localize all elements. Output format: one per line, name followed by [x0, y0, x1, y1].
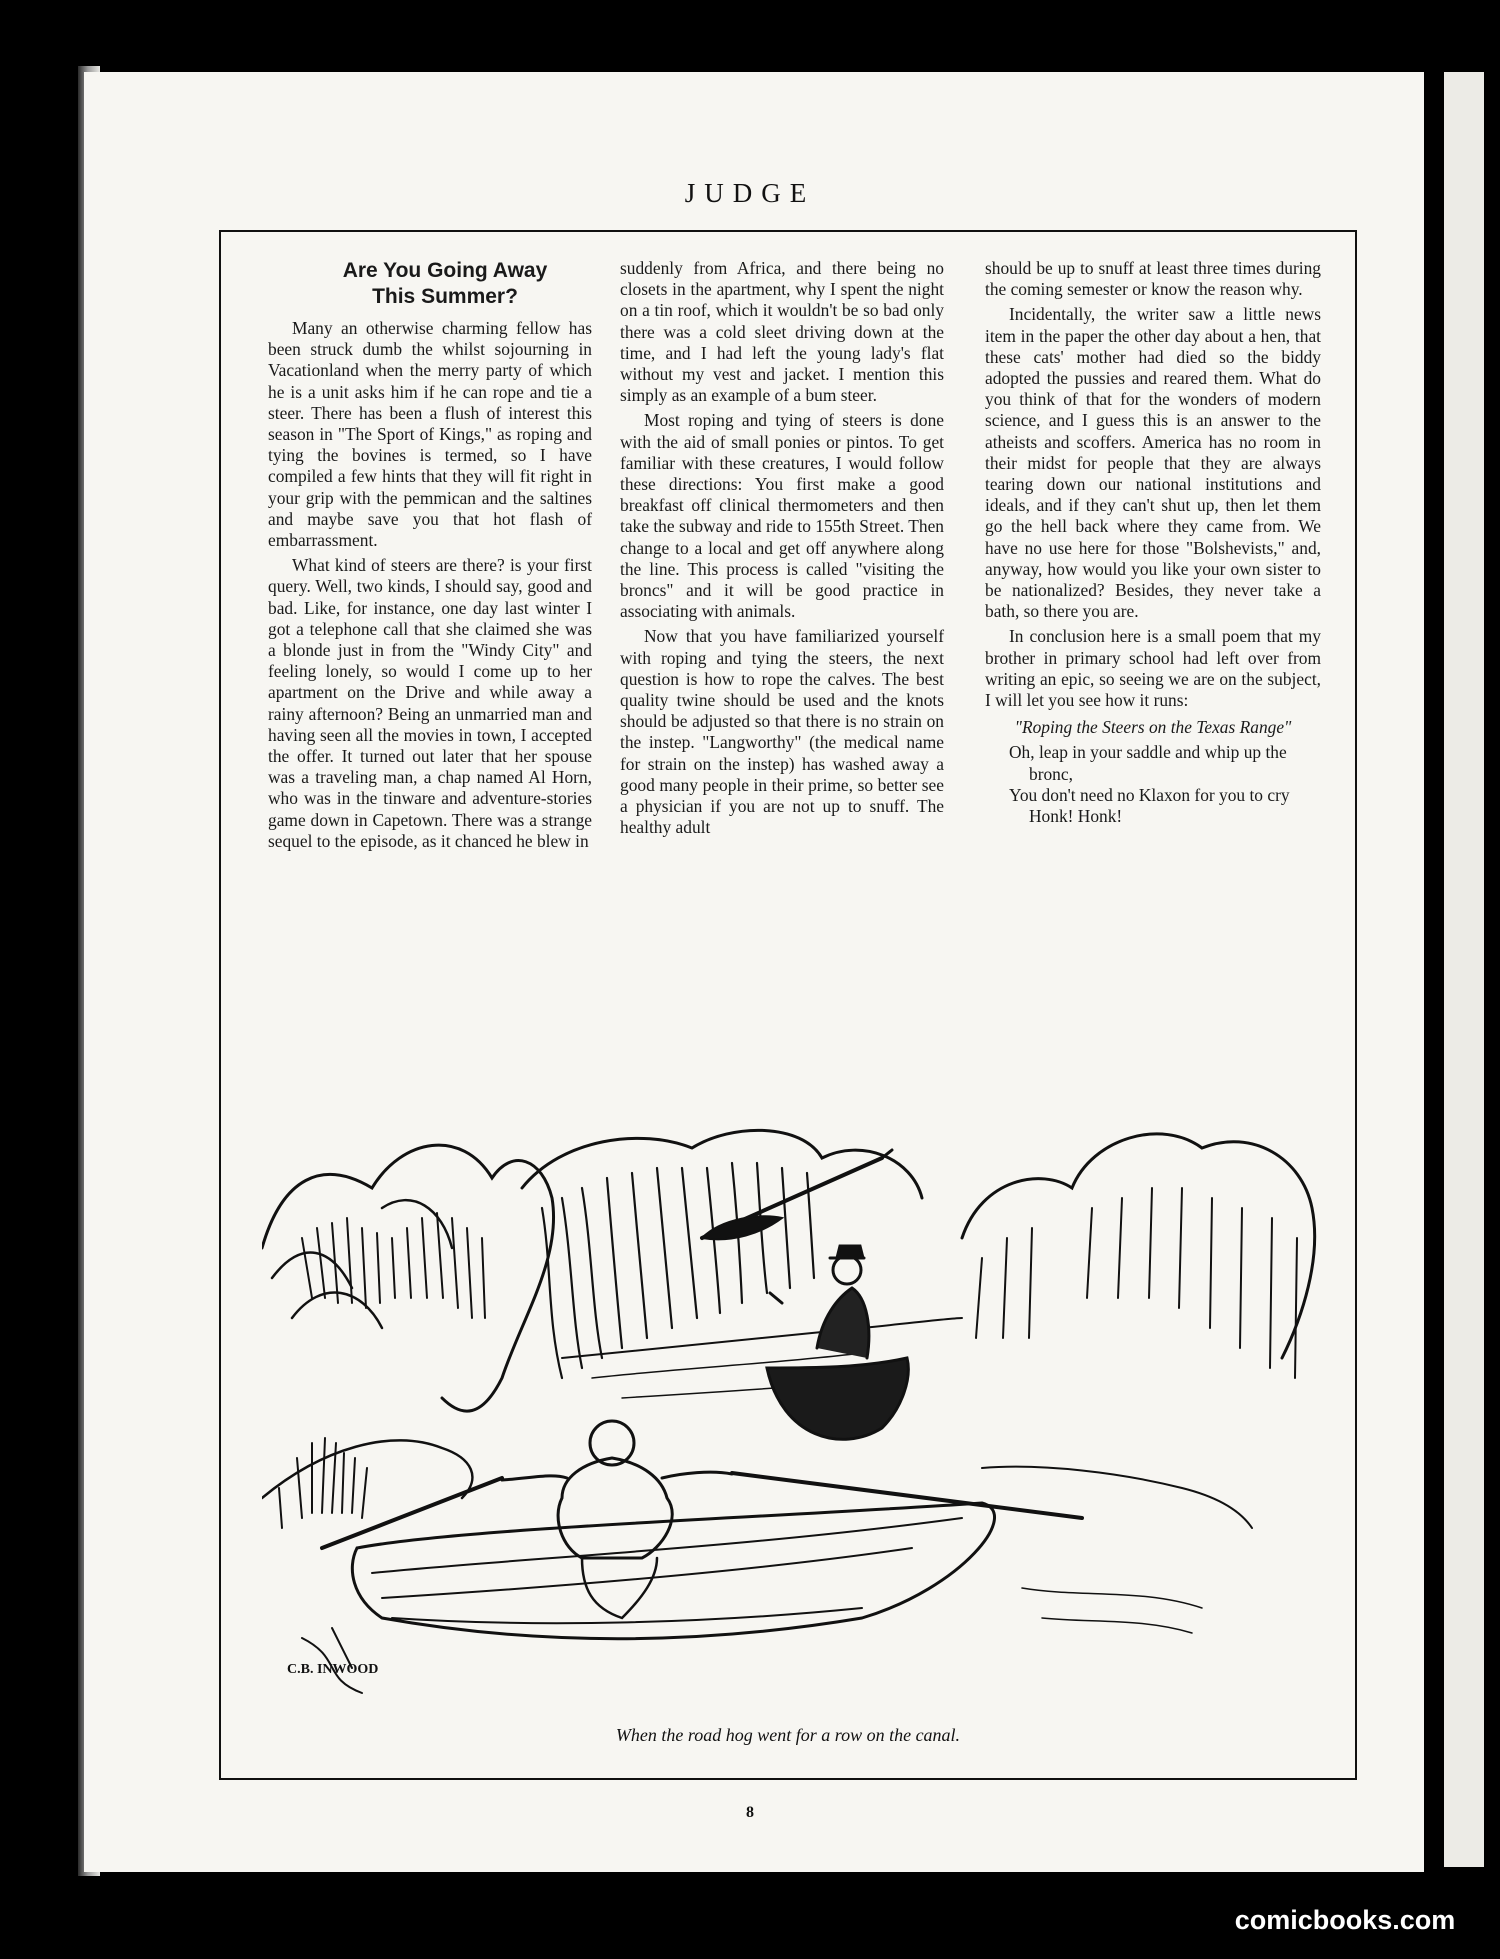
cartoon-illustration — [262, 1118, 1322, 1718]
right-trees — [962, 1134, 1315, 1358]
paragraph: Most roping and tying of steers is done with the aid of small ponies or pintos. To get familiar with these creatures, I would follow these directions: You first make a good breakfast off clinical thermometers and then take the subway and ride to 155th Street. Then change to a local and get off anywhere along the line. This process is called "visiting the broncs" and it will be good practice in associating with animals. — [620, 410, 944, 622]
paddler — [817, 1288, 869, 1358]
watermark: comicbooks.com — [1234, 1905, 1456, 1935]
poem-title: "Roping the Steers on the Texas Range" — [1014, 717, 1292, 738]
rowboat — [352, 1503, 994, 1639]
paragraph: In conclusion here is a small poem that my brother in primary school had left over from writing an epic, so seeing we are on the subject, I will let you see how it runs: — [985, 626, 1321, 711]
left-oar — [322, 1478, 502, 1548]
article-column-2 — [620, 258, 944, 842]
paragraph: suddenly from Africa, and there being no closets in the apartment, why I spent the night on a tin roof, which it wouldn't be so bad only there was a cold sleet driving down at the time, and I had left the young lady's flat without my vest and jacket. I mention this simply as an example of a bum steer. — [620, 258, 944, 406]
left-trees — [262, 1145, 554, 1411]
facing-page-sliver — [1444, 72, 1484, 1867]
rower — [558, 1458, 672, 1558]
article-title-line-1: Are You Going Away — [342, 259, 548, 282]
paragraph: Now that you have familiarized yourself with roping and tying the steers, the next question is how to rope the calves. The best quality twine should be used and the knots should be adjusted so that there is no strain on the instep. "Langworthy" (the medical name for strain on the instep) has washed away a good many people in their prime, so better see a physician if you are not up to snuff. The healthy adult — [620, 626, 944, 838]
article-column-1 — [268, 258, 592, 856]
article-title — [268, 258, 592, 310]
artist-signature: C.B. INWOOD — [287, 1662, 379, 1677]
page-edge-divider — [1424, 68, 1444, 1868]
illustration-caption: When the road hog went for a row on the canal. — [615, 1725, 961, 1745]
paragraph: Many an otherwise charming fellow has been struck dumb the whilst sojourning in Vacationland when the merry party of which he is a unit asks him if he can rope and tie a steer. There has been a flush of interest this season in "The Sport of Kings," as roping and tying the bovines is termed, so I have compiled a few hints that they will fit right in your grip with the pemmican and the saltines and maybe save you that hot flash of embarrassment. — [268, 318, 592, 551]
magazine-masthead: JUDGE — [684, 178, 816, 208]
paragraph: What kind of steers are there? is your first query. Well, two kinds, I should say, good and bad. Like, for instance, one day last winter I got a telephone call that she claimed she was a blonde just in from the "Windy City" and feeling lonely, so would I come up to her apartment on the Drive and while away a rainy afternoon? Being an unmarried man and having seen all the movies in town, I accepted the offer. It turned out later that her spouse was a traveling man, a chap named Al Horn, who was in the tinware and adventure-stories game down in Capetown. There was a strange sequel to the episode, as it chanced he blew in — [268, 555, 592, 851]
right-oar — [732, 1473, 1082, 1518]
paragraph: Incidentally, the writer saw a little news item in the paper the other day about a hen, that these cats' mother had died so the biddy adopted the pussies and reared them. What do you think of that for the wonders of modern science, and I guess this is an answer to the atheists and scoffers. America has no room in their midst for people that they are always tearing down our national institutions and ideals, and if they can't shut up, then let them go the hell back where they came from. We have no use here for those "Bolshevists," and, anyway, how would you like your own sister to be nationalized? Besides, they never take a bath, so there you are. — [985, 304, 1321, 622]
paragraph: should be up to snuff at least three times during the coming semester or know the reason why. — [985, 258, 1321, 300]
canoe — [767, 1358, 908, 1439]
article-column-3 — [985, 258, 1321, 827]
page-number: 8 — [746, 1804, 754, 1821]
poem-line: Oh, leap in your saddle and whip up the bronc, — [1009, 742, 1287, 784]
poem-line: You don't need no Klaxon for you to cry Honk! Honk! — [1009, 784, 1290, 827]
article-title-line-2: This Summer? — [372, 285, 518, 308]
